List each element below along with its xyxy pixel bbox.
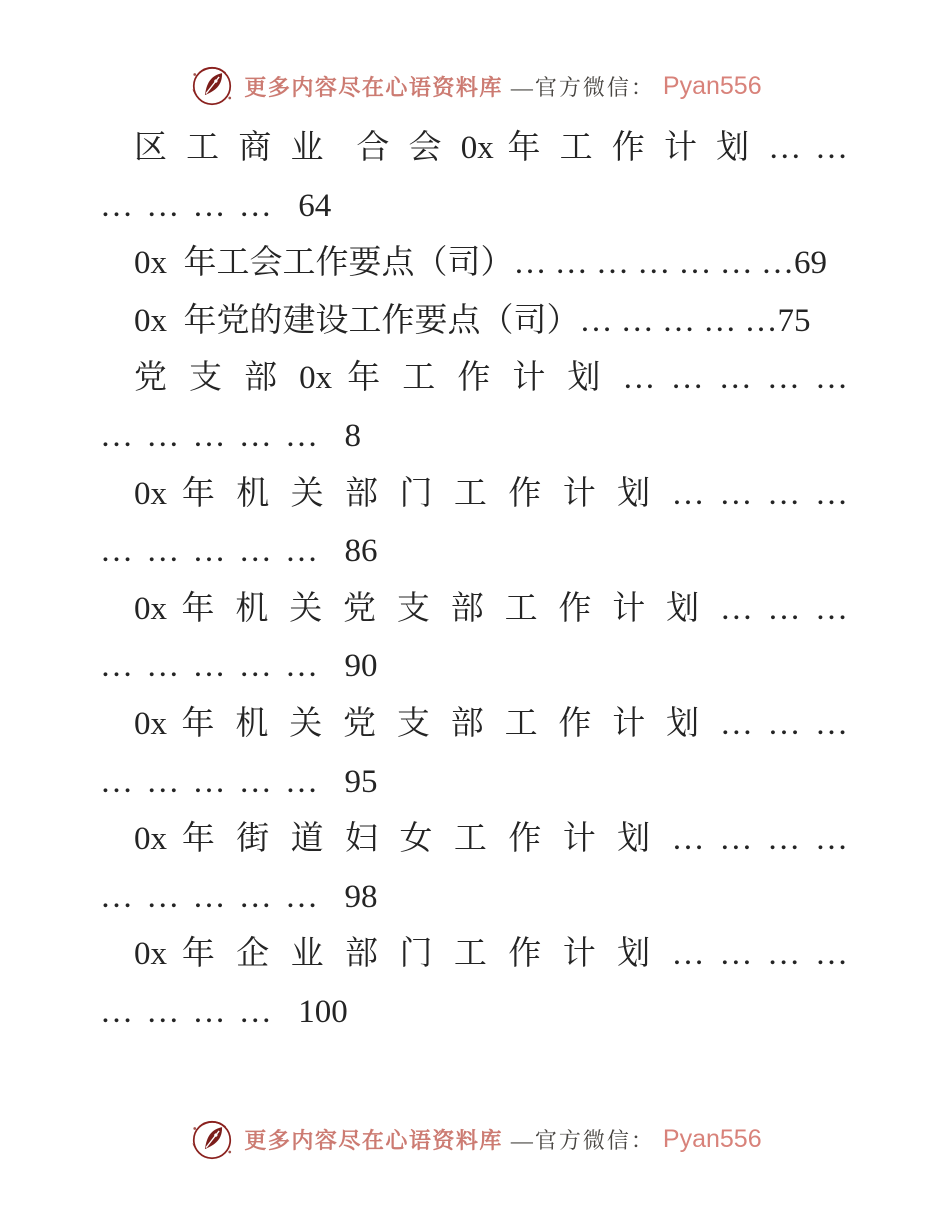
toc-line: … … … … 64 [100, 187, 332, 224]
pen-circle-logo-icon [188, 1116, 236, 1164]
toc-line: 0x 年 机 关 部 门 工 作 计 划 … … … … [134, 475, 848, 512]
toc-line: … … … … … 98 [100, 878, 378, 915]
toc-line: 0x 年 机 关 党 支 部 工 作 计 划 … … … [134, 705, 848, 742]
toc-line: 党 支 部 0x 年 工 作 计 划 … … … … … [134, 360, 848, 397]
toc-line: … … … … … 8 [100, 417, 361, 454]
toc-line: … … … … … 95 [100, 763, 378, 800]
pen-circle-logo-icon [188, 62, 236, 110]
watermark-brand-text: 更多内容尽在心语资料库 [244, 1128, 503, 1153]
toc-line: … … … … … 86 [100, 533, 378, 570]
watermark-brand-text: 更多内容尽在心语资料库 [244, 74, 503, 100]
watermark-wechat-label: —官方微信： [510, 1128, 655, 1153]
toc-line: 0x 年 街 道 妇 女 工 作 计 划 … … … … [134, 821, 848, 858]
toc-line: 0x 年工会工作要点（司）… … … … … … …69 [134, 245, 827, 282]
toc-line: … … … … 100 [100, 993, 348, 1030]
watermark-footer [0, 1116, 950, 1164]
watermark-header [0, 0, 950, 110]
toc-line: 0x 年 企 业 部 门 工 作 计 划 … … … … [134, 936, 848, 973]
toc-line: 0x 年 机 关 党 支 部 工 作 计 划 … … … [134, 590, 848, 627]
toc-line: … … … … … 90 [100, 648, 378, 685]
watermark-wechat-label: —官方微信： [510, 74, 655, 100]
watermark-wechat-account: Pyan556 [662, 1125, 762, 1153]
table-of-contents [0, 120, 950, 1042]
watermark-wechat-account: Pyan556 [662, 71, 762, 100]
toc-line: 区 工 商 业 合 会 0x 年 工 作 计 划 … … [134, 130, 848, 166]
toc-line: 0x 年党的建设工作要点（司）… … … … …75 [134, 302, 811, 339]
